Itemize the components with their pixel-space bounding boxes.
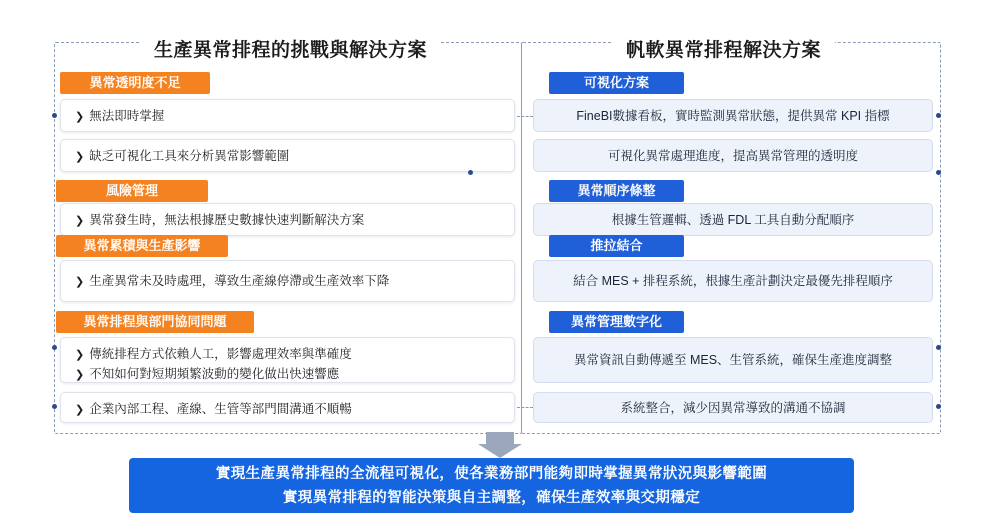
connector-dot [936,113,941,118]
solution-card-3-1 [533,260,933,302]
connector-dot [52,113,57,118]
conclusion-line-2: 實現異常排程的智能決策與自主調整，確保生產效率與交期穩定 [282,489,701,506]
solution-tag-2: 異常順序條整 [549,180,684,202]
connector-dot [936,404,941,409]
conclusion-banner [129,458,854,513]
connector-line [517,116,533,117]
challenge-bullet: ❯ 生產異常未及時處理，導致生產線停滯或生產效率下降 [75,274,390,288]
solution-card-4-1 [533,337,933,383]
challenge-card-3-1 [60,260,515,302]
challenge-tag-1: 異常透明度不足 [60,72,210,94]
solution-tag-4: 異常管理數字化 [549,311,684,333]
challenge-card-2-1 [60,203,515,236]
challenge-tag-4: 異常排程與部門協同問題 [56,311,254,333]
solutions-column-title: 帆軟異常排程解決方案 [612,33,835,64]
challenge-card-1-2 [60,139,515,172]
challenge-card-1-1 [60,99,515,132]
solution-text: 可視化異常處理進度，提高異常管理的透明度 [607,148,858,163]
challenge-bullet: ❯ 無法即時掌握 [75,109,165,123]
arrow-bullet-icon: ❯ [75,111,85,123]
challenge-tag-3: 異常累積與生產影響 [56,235,228,257]
down-arrow-icon [478,432,522,458]
challenge-card-4-2 [60,392,515,423]
arrow-bullet-icon: ❯ [75,404,85,416]
solution-card-1-1 [533,99,933,132]
connector-dot [52,404,57,409]
solution-text: 系統整合，減少因異常導致的溝通不協調 [620,400,846,415]
solution-card-1-2 [533,139,933,172]
arrow-bullet-icon: ❯ [75,349,85,361]
solution-tag-3: 推拉結合 [549,235,684,257]
arrow-bullet-icon: ❯ [75,215,85,227]
challenge-bullet: ❯ 缺乏可視化工具來分析異常影響範圍 [75,149,290,163]
connector-dot [52,345,57,350]
challenge-bullet: ❯ 異常發生時，無法根據歷史數據快速判斷解決方案 [75,213,365,227]
challenge-card-4-1 [60,337,515,383]
connector-line [517,407,533,408]
challenge-bullet: ❯ 傳統排程方式依賴人工，影響處理效率與準確度 [75,347,352,361]
solution-card-4-2 [533,392,933,423]
arrow-bullet-icon: ❯ [75,151,85,163]
solution-text: 異常資訊自動傳遞至 MES、生管系統，確保生產進度調整 [573,353,893,367]
challenges-column-title: 生產異常排程的挑戰與解決方案 [140,33,441,64]
solution-tag-1: 可視化方案 [549,72,684,94]
challenge-bullet: ❯ 企業內部工程、產線、生管等部門間溝通不順暢 [75,402,352,416]
solution-text: FineBI數據看板，實時監測異常狀態，提供異常 KPI 指標 [576,108,890,123]
solution-card-2-1 [533,203,933,236]
connector-dot [936,170,941,175]
solution-text: 根據生管邏輯、透過 FDL 工具自動分配順序 [611,212,855,227]
solution-text: 結合 MES + 排程系統，根據生產計劃決定最優先排程順序 [573,274,893,288]
connector-dot [468,170,473,175]
arrow-bullet-icon: ❯ [75,369,85,381]
challenge-tag-2: 風險管理 [56,180,208,202]
connector-dot [936,345,941,350]
challenge-bullet: ❯ 不知如何對短期頻繁波動的變化做出快速響應 [75,367,340,381]
arrow-bullet-icon: ❯ [75,276,85,288]
conclusion-line-1: 實現生產異常排程的全流程可視化，使各業務部門能夠即時掌握異常狀況與影響範圍 [215,465,768,482]
